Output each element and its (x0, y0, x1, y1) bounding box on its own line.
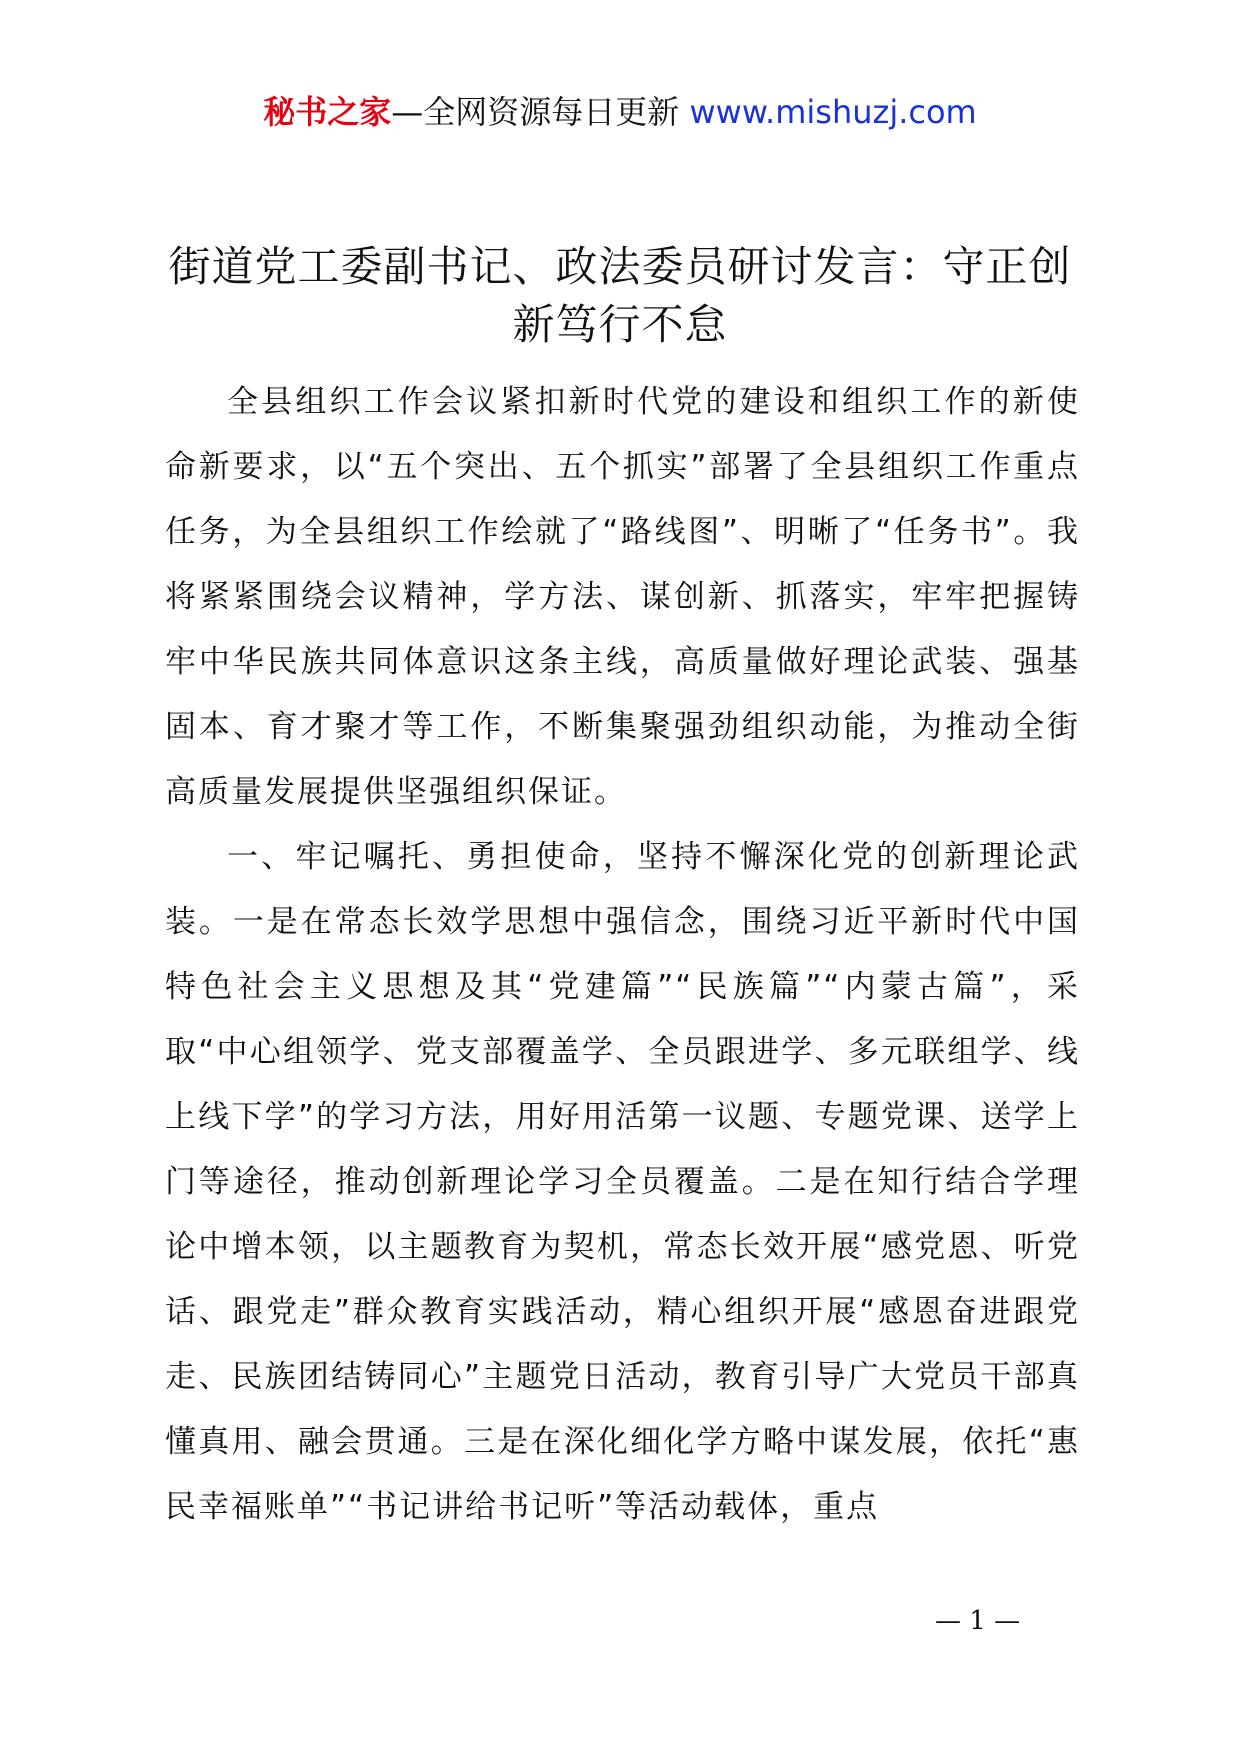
intro-paragraph: 全县组织工作会议紧扣新时代党的建设和组织工作的新使命新要求，以“五个突出、五个抓实”部署了全县组织工作重点任务，为全县组织工作绘就了“路线图”、明晰了“任务书”。我将紧紧围绕会议精神，学方法、谋创新、抓落实，牢牢把握铸牢中华民族共同体意识这条主线，高质量做好理论武装、强基固本、育才聚才等工作，不断集聚强劲组织动能，为推动全街高质量发展提供坚强组织保证。 (165, 384, 1080, 810)
section-one-paragraph: 一、牢记嘱托、勇担使命，坚持不懈深化党的创新理论武装。一是在常态长效学思想中强信念，围绕习近平新时代中国特色社会主义思想及其“党建篇”“民族篇”“内蒙古篇”，采取“中心组领学、党支部覆盖学、全员跟进学、多元联组学、线上线下学”的学习方法，用好用活第一议题、专题党课、送学上门等途径，推动创新理论学习全员覆盖。二是在知行结合学理论中增本领，以主题教育为契机，常态长效开展“感党恩、听党话、跟党走”群众教育实践活动，精心组织开展“感恩奋进跟党走、民族团结铸同心”主题党日活动，教育引导广大党员干部真懂真用、融会贯通。三是在深化细化学方略中谋发展，依托“惠民幸福账单”“书记讲给书记听”等活动载体，重点 (165, 839, 1080, 1525)
document-body (165, 370, 1080, 1540)
page-number: — 1 — (935, 1606, 1021, 1636)
site-header (0, 92, 1240, 132)
website-link[interactable]: www.mishuzj.com (689, 93, 977, 131)
document-title: 街道党工委副书记、政法委员研讨发言：守正创新笃行不怠 (168, 242, 1072, 349)
brand-name: 秘书之家 (263, 93, 392, 131)
header-slogan: —全网资源每日更新 (391, 93, 680, 131)
